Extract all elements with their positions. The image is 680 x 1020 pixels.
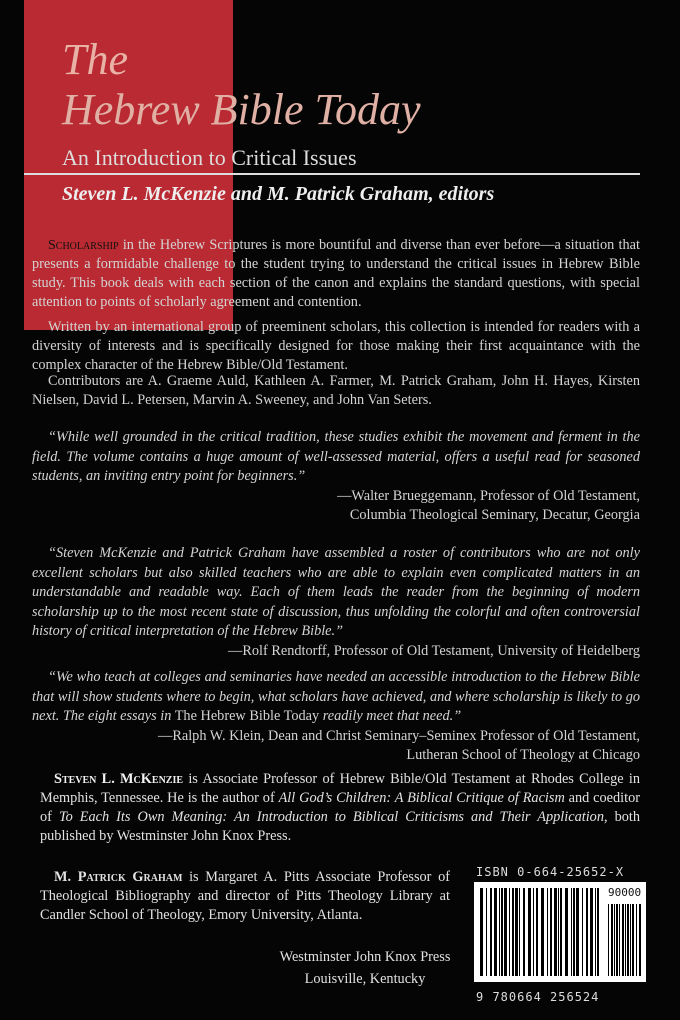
book-subtitle: An Introduction to Critical Issues	[62, 145, 357, 170]
barcode-bar	[480, 888, 483, 976]
endorsement-2-attrib-1: —Rolf Rendtorff, Professor of Old Testament, University of Heidelberg	[228, 642, 640, 659]
barcode-bar	[550, 888, 552, 976]
barcode-bar	[490, 888, 492, 976]
isbn-label: ISBN 0-664-25652-X	[476, 865, 625, 879]
barcode-bar	[494, 888, 497, 976]
barcode-addon-bar	[632, 904, 634, 976]
barcode-bar	[560, 888, 562, 976]
barcode-bar	[515, 888, 518, 976]
barcode-bar	[536, 888, 538, 976]
mckenzie-name: Steven L. McKenzie	[54, 771, 184, 787]
endorsement-1-attrib-1: —Walter Brueggemann, Professor of Old Testament,	[337, 487, 640, 504]
barcode-addon-bar	[622, 904, 624, 976]
endorsement-1-attrib-2: Columbia Theological Seminary, Decatur, Georgia	[349, 507, 640, 523]
description-paragraph-2	[32, 318, 640, 375]
ean-number: 9 780664 256524	[476, 990, 600, 1004]
endorsement-3-title-ref: The Hebrew Bible Today	[174, 708, 320, 724]
barcode-bar	[597, 888, 599, 976]
endorsement-2	[32, 544, 640, 661]
endorsement-3-attrib-1: —Ralph W. Klein, Dean and Christ Seminary–Seminex Professor of Old Testament,	[158, 727, 640, 744]
barcode-bar	[558, 888, 559, 976]
barcode-bar	[528, 888, 531, 976]
barcode-addon-bar	[608, 904, 609, 976]
publisher-city: Louisville, Kentucky	[304, 971, 426, 987]
endorsement-3-attrib-2: Lutheran School of Theology at Chicago	[406, 747, 640, 763]
title-the: The	[62, 35, 128, 84]
barcode-addon-bar	[616, 904, 618, 976]
barcode-addon-bar	[625, 904, 626, 976]
barcode-bar	[541, 888, 544, 976]
barcode-addon-bar	[619, 904, 620, 976]
graham-bio-text: is Margaret A. Pitts Associate Professor of Theological Bibliography and director of Pitts Theology Library at Candler School of Theology, Emory University, Atlanta.	[40, 869, 450, 923]
barcode-addon-bar	[611, 904, 613, 976]
barcode-bar	[512, 888, 514, 976]
barcode-bar	[501, 888, 503, 976]
barcode-bar	[595, 888, 596, 976]
graham-bio	[40, 868, 450, 925]
barcode-bar	[571, 888, 572, 976]
title-divider	[24, 173, 640, 175]
price-code: 90000	[608, 886, 642, 899]
description-p2-text: Written by an international group of preeminent scholars, this collection is intended for readers with a diversity of interests and is specifically designed for those making their first acquaintance with the complex character of the Hebrew Bible/Old Testament.	[32, 319, 640, 373]
barcode-bar	[582, 888, 583, 976]
contributors-text: Contributors are A. Graeme Auld, Kathleen A. Farmer, M. Patrick Graham, John H. Hayes, Kirsten Nielsen, David L. Petersen, Marvin A. Sweeney, and John Van Seters.	[32, 373, 640, 408]
barcode-bar	[590, 888, 593, 976]
barcode-bar	[547, 888, 548, 976]
publisher-block	[270, 946, 460, 990]
endorsement-3-text-before: “We who teach at colleges and seminaries have needed an accessible introduction to the Hebrew Bible that will show students where to begin, what scholars have achieved, and where scholarship is likely to go next. The eight essays in	[32, 669, 640, 724]
endorsement-2-text: “Steven McKenzie and Patrick Graham have assembled a roster of contributors who are not only excellent scholars but also skilled teachers who are able to explain even complicated matters in an understandable and readable way. Each of them leads the reader from the beginning of modern scholarship up to the most recent state of discussion, thus unfolding the colorful and often controversial history of critical interpretation of the Hebrew Bible.”	[32, 545, 640, 639]
barcode-addon-bar	[639, 904, 641, 976]
mckenzie-bio	[40, 770, 640, 846]
barcode-bar	[554, 888, 557, 976]
description-paragraph-1	[32, 236, 640, 312]
barcode-bar	[499, 888, 500, 976]
endorsement-1-text: “While well grounded in the critical tradition, these studies exhibit the movement and ferment in the field. The volume contains a huge amount of well-assessed material, offers a useful read for seasoned students, an inviting entry point for beginners.”	[32, 429, 640, 484]
publisher-name: Westminster John Knox Press	[279, 949, 451, 965]
description-p1-text: in the Hebrew Scriptures is more bountiful and diverse than ever before—a situation that presents a formidable challenge to the student trying to understand the critical issues in Hebrew Bible study. This book deals with each section of the canon and explains the standard questions, with special attention to points of scholarly agreement and contention.	[32, 237, 640, 310]
endorsement-3-text-after: readily meet that need.”	[322, 708, 462, 724]
mckenzie-book-2: To Each Its Own Meaning: An Introduction to Biblical Criticisms and Their Application	[58, 809, 604, 825]
barcode-bar	[565, 888, 568, 976]
mckenzie-book-1: All God’s Children: A Biblical Critique of Racism	[278, 790, 565, 806]
barcode-bar	[586, 888, 588, 976]
barcode-bar	[504, 888, 507, 976]
barcode-addon-bar	[614, 904, 615, 976]
barcode-bar	[509, 888, 510, 976]
editors-line: Steven L. McKenzie and M. Patrick Graham, editors	[62, 183, 495, 205]
barcode-bar	[576, 888, 579, 976]
mckenzie-bio-a: is Associate Professor of Hebrew Bible/Old Testament at Rhodes College in Memphis, Tennessee. He is the author of	[40, 771, 641, 806]
lead-word: Scholarship	[48, 238, 119, 253]
barcode-bar	[533, 888, 534, 976]
barcode-addon-bar	[636, 904, 637, 976]
mckenzie-bio-c: , both published by Westminster John Knox Press.	[40, 809, 640, 844]
contributors-paragraph	[32, 372, 640, 410]
graham-name: M. Patrick Graham	[54, 869, 183, 885]
mckenzie-bio-b: and coeditor of	[40, 790, 640, 825]
barcode-addon-bar	[627, 904, 629, 976]
barcode-addon-bar	[630, 904, 631, 976]
barcode-bar	[523, 888, 525, 976]
barcode-bar	[573, 888, 575, 976]
book-title: Hebrew Bible Today	[62, 85, 421, 134]
endorsement-3	[32, 668, 640, 766]
endorsement-1	[32, 428, 640, 526]
barcode-bar	[519, 888, 520, 976]
barcode-bar	[486, 888, 487, 976]
